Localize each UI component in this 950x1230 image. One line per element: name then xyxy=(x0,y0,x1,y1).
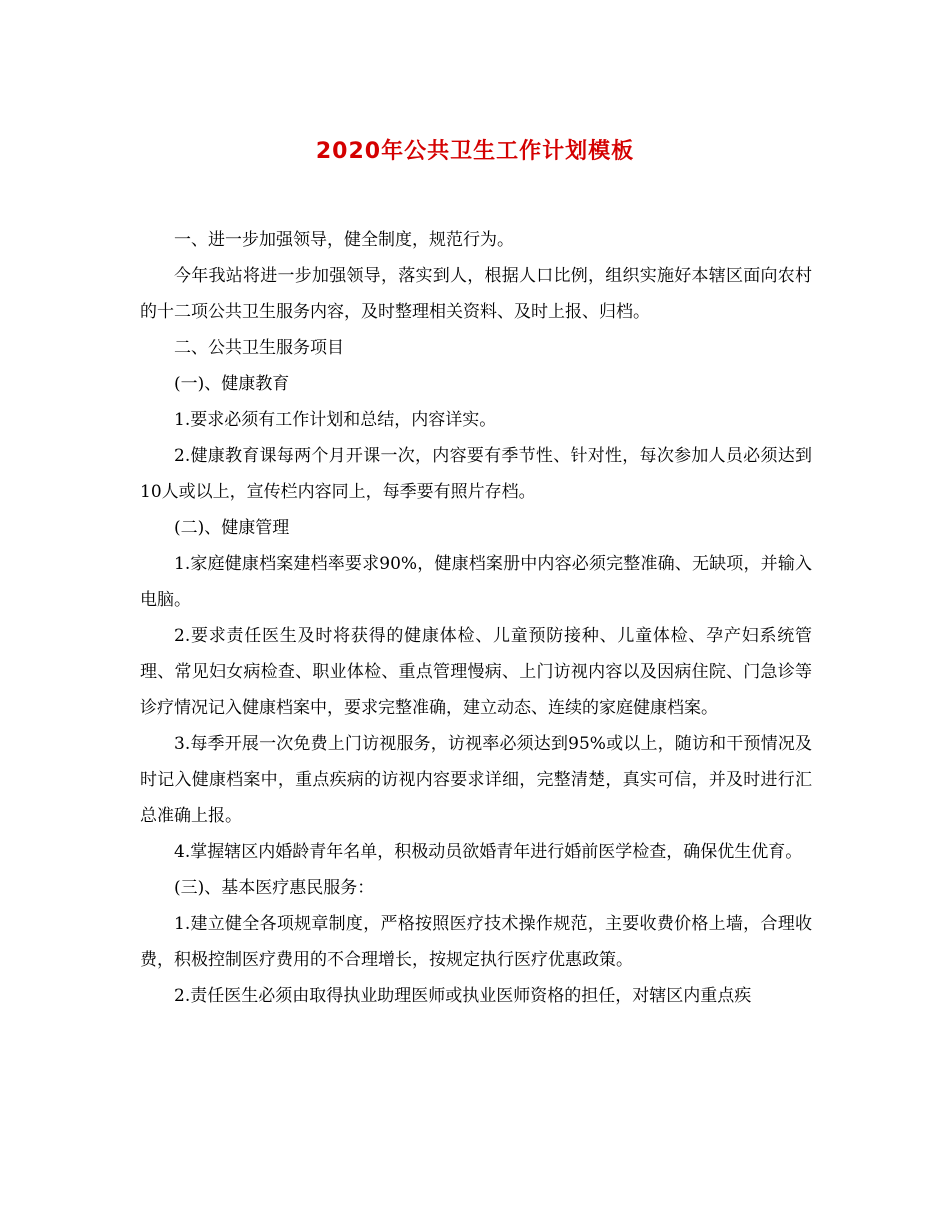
document-title: 2020年公共卫生工作计划模板 xyxy=(315,139,635,164)
paragraph: 1.要求必须有工作计划和总结，内容详实。 xyxy=(174,410,497,430)
document-body xyxy=(140,222,812,1014)
paragraph: 1.建立健全各项规章制度，严格按照医疗技术操作规范，主要收费价格上墙，合理收费，积极控制医疗费用的不合理增长，按规定执行医疗优惠政策。 xyxy=(140,914,812,970)
paragraph: 今年我站将进一步加强领导，落实到人，根据人口比例，组织实施好本辖区面向农村的十二项公共卫生服务内容，及时整理相关资料、及时上报、归档。 xyxy=(140,266,812,322)
paragraph: 3.每季开展一次免费上门访视服务，访视率必须达到95%或以上，随访和干预情况及时记入健康档案中，重点疾病的访视内容要求详细，完整清楚，真实可信，并及时进行汇总准确上报。 xyxy=(140,734,812,826)
paragraph: (三)、基本医疗惠民服务： xyxy=(174,878,375,898)
paragraph: 一、进一步加强领导，健全制度，规范行为。 xyxy=(174,230,514,250)
paragraph: (二)、健康管理 xyxy=(174,518,290,538)
paragraph: 二、公共卫生服务项目 xyxy=(174,338,344,358)
paragraph: 2.责任医生必须由取得执业助理医师或执业医师资格的担任，对辖区内重点疾 xyxy=(174,986,752,1006)
paragraph: 2.要求责任医生及时将获得的健康体检、儿童预防接种、儿童体检、孕产妇系统管理、常见妇女病检查、职业体检、重点管理慢病、上门访视内容以及因病住院、门急诊等诊疗情况记入健康档案中，要求完整准确，建立动态、连续的家庭健康档案。 xyxy=(140,626,812,718)
paragraph: 1.家庭健康档案建档率要求90%，健康档案册中内容必须完整准确、无缺项，并输入电脑。 xyxy=(140,554,812,610)
paragraph: 4.掌握辖区内婚龄青年名单，积极动员欲婚青年进行婚前医学检查，确保优生优育。 xyxy=(174,842,803,862)
paragraph: (一)、健康教育 xyxy=(174,374,290,394)
paragraph: 2.健康教育课每两个月开课一次，内容要有季节性、针对性，每次参加人员必须达到10人或以上，宣传栏内容同上，每季要有照片存档。 xyxy=(140,446,812,502)
